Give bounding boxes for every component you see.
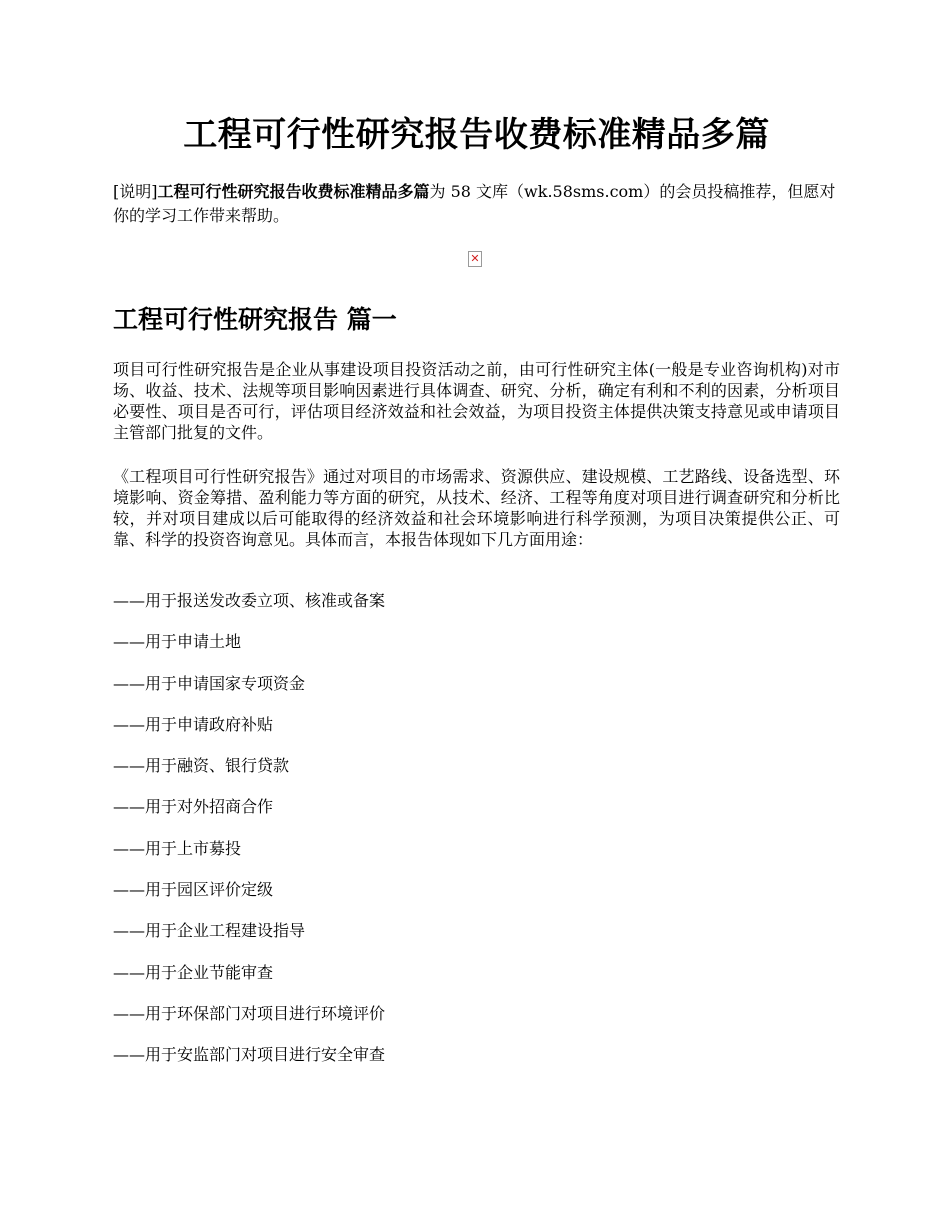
intro-suffix: 为 58 文库（wk.58sms.com）的会员投稿推荐，但愿对你的学习工作带来帮助。 <box>113 182 836 225</box>
intro-note <box>113 180 840 228</box>
list-item: ——用于报送发改委立项、核准或备案 <box>113 591 386 610</box>
list-item: ——用于融资、银行贷款 <box>113 756 290 776</box>
list-item: ——用于上市募投 <box>113 838 242 858</box>
intro-bold-title: 工程可行性研究报告收费标准精品多篇 <box>157 182 430 201</box>
body-paragraph: 项目可行性研究报告是企业从事建设项目投资活动之前，由可行性研究主体(一般是专业咨询机构)对市场、收益、技术、法规等项目影响因素进行具体调查、研究、分析，确定有利和不利的因素，分析项目必要性、项目是否可行，评估项目经济效益和社会效益，为项目投资主体提供决策支持意见或申请项目主管部门批复的文件。 <box>113 360 840 442</box>
list-item: ——用于申请政府补贴 <box>113 714 274 734</box>
intro-prefix: [说明] <box>113 182 158 201</box>
list-item: ——用于申请国家专项资金 <box>113 673 306 693</box>
list-item: ——用于对外招商合作 <box>113 797 274 817</box>
list-item: ——用于企业工程建设指导 <box>113 921 306 941</box>
list-item: ——用于安监部门对项目进行安全审查 <box>113 1045 386 1065</box>
section-heading: 工程可行性研究报告 篇一 <box>113 305 397 334</box>
broken-image-x-mark: ✕ <box>470 252 480 265</box>
list-item: ——用于园区评价定级 <box>113 880 274 900</box>
list-item: ——用于申请土地 <box>113 632 242 652</box>
list-item: ——用于环保部门对项目进行环境评价 <box>113 1003 386 1023</box>
document-title: 工程可行性研究报告收费标准精品多篇 <box>183 115 770 155</box>
list-item: ——用于企业节能审查 <box>113 962 274 982</box>
body-paragraph: 《工程项目可行性研究报告》通过对项目的市场需求、资源供应、建设规模、工艺路线、设备选型、环境影响、资金筹措、盈利能力等方面的研究，从技术、经济、工程等角度对项目进行调查研究和分析比较，并对项目建成以后可能取得的经济效益和社会环境影响进行科学预测，为项目决策提供公正、可靠、科学的投资咨询意见。具体而言，本报告体现如下几方面用途： <box>113 467 840 549</box>
uses-list <box>113 590 840 1086</box>
broken-image-icon <box>468 251 482 267</box>
